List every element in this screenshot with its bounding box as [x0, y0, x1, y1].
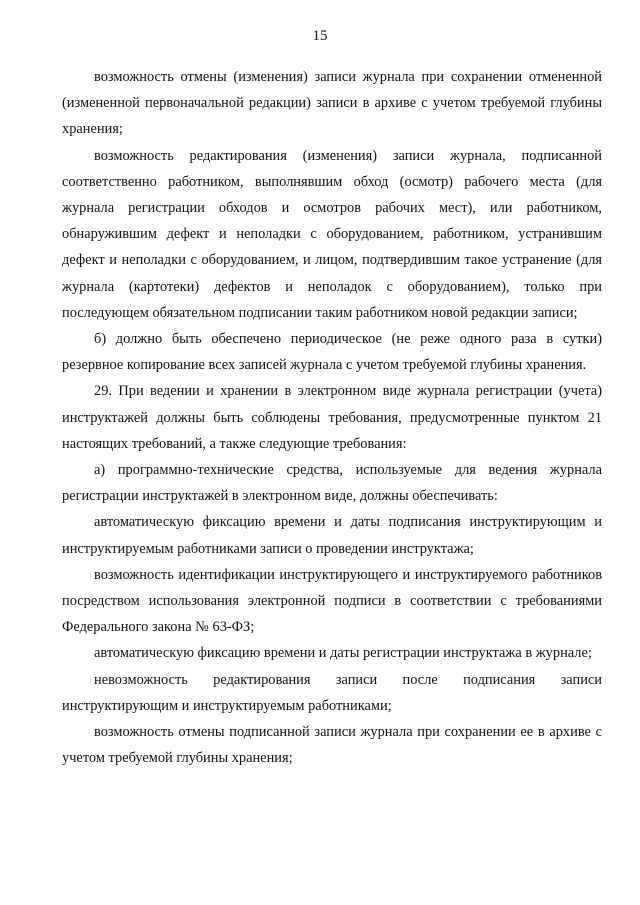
- paragraph-auto-timestamp-signing: автоматическую фиксацию времени и даты подписания инструктирующим и инструктируемым работниками записи о проведении инструктажа;: [62, 514, 602, 557]
- paragraph-no-editing-after-signing: невозможность редактирования записи после подписания записи инструктирующим и инструктируемым работниками;: [62, 671, 602, 714]
- page-number: 15: [312, 28, 328, 44]
- paragraph-auto-timestamp-registration: автоматическую фиксацию времени и даты регистрации инструктажа в журнале;: [94, 645, 592, 662]
- document-body: [62, 64, 602, 771]
- paragraph-item-29: 29. При ведении и хранении в электронном виде журнала регистрации (учета) инструктажей должны быть соблюдены требования, предусмотренные пунктом 21 настоящих требований, а также следующие требования:: [62, 383, 602, 452]
- paragraph-backup-requirement: б) должно быть обеспечено периодическое (не реже одного раза в сутки) резервное копирование всех записей журнала с учетом требуемой глубины хранения.: [62, 331, 602, 374]
- paragraph-edit-signed-record: возможность редактирования (изменения) записи журнала, подписанной соответственно работником, выполнявшим обход (осмотр) рабочего места (для журнала регистрации обходов и осмотров рабочих мест), или работником, обнаружившим дефект и неполадки с оборудованием, работником, устранившим дефект и неполадки с оборудованием, и лицом, подтвердившим такое устранение (для журнала (картотеки) дефектов и неполадок с оборудованием), только при последующем обязательном подписании таким работником новой редакции записи;: [62, 147, 602, 321]
- paragraph-archive-cancel: возможность отмены (изменения) записи журнала при сохранении отмененной (измененной первоначальной редакции) записи в архиве с учетом требуемой глубины хранения;: [62, 69, 602, 138]
- paragraph-software-requirements: а) программно-технические средства, используемые для ведения журнала регистрации инструктажей в электронном виде, должны обеспечивать:: [62, 462, 602, 505]
- paragraph-cancel-signed-record: возможность отмены подписанной записи журнала при сохранении ее в архиве с учетом требуемой глубины хранения;: [62, 724, 602, 767]
- paragraph-identification-signature: возможность идентификации инструктирующего и инструктируемого работников посредством использования электронной подписи в соответствии с требованиями Федерального закона № 63-ФЗ;: [62, 566, 602, 636]
